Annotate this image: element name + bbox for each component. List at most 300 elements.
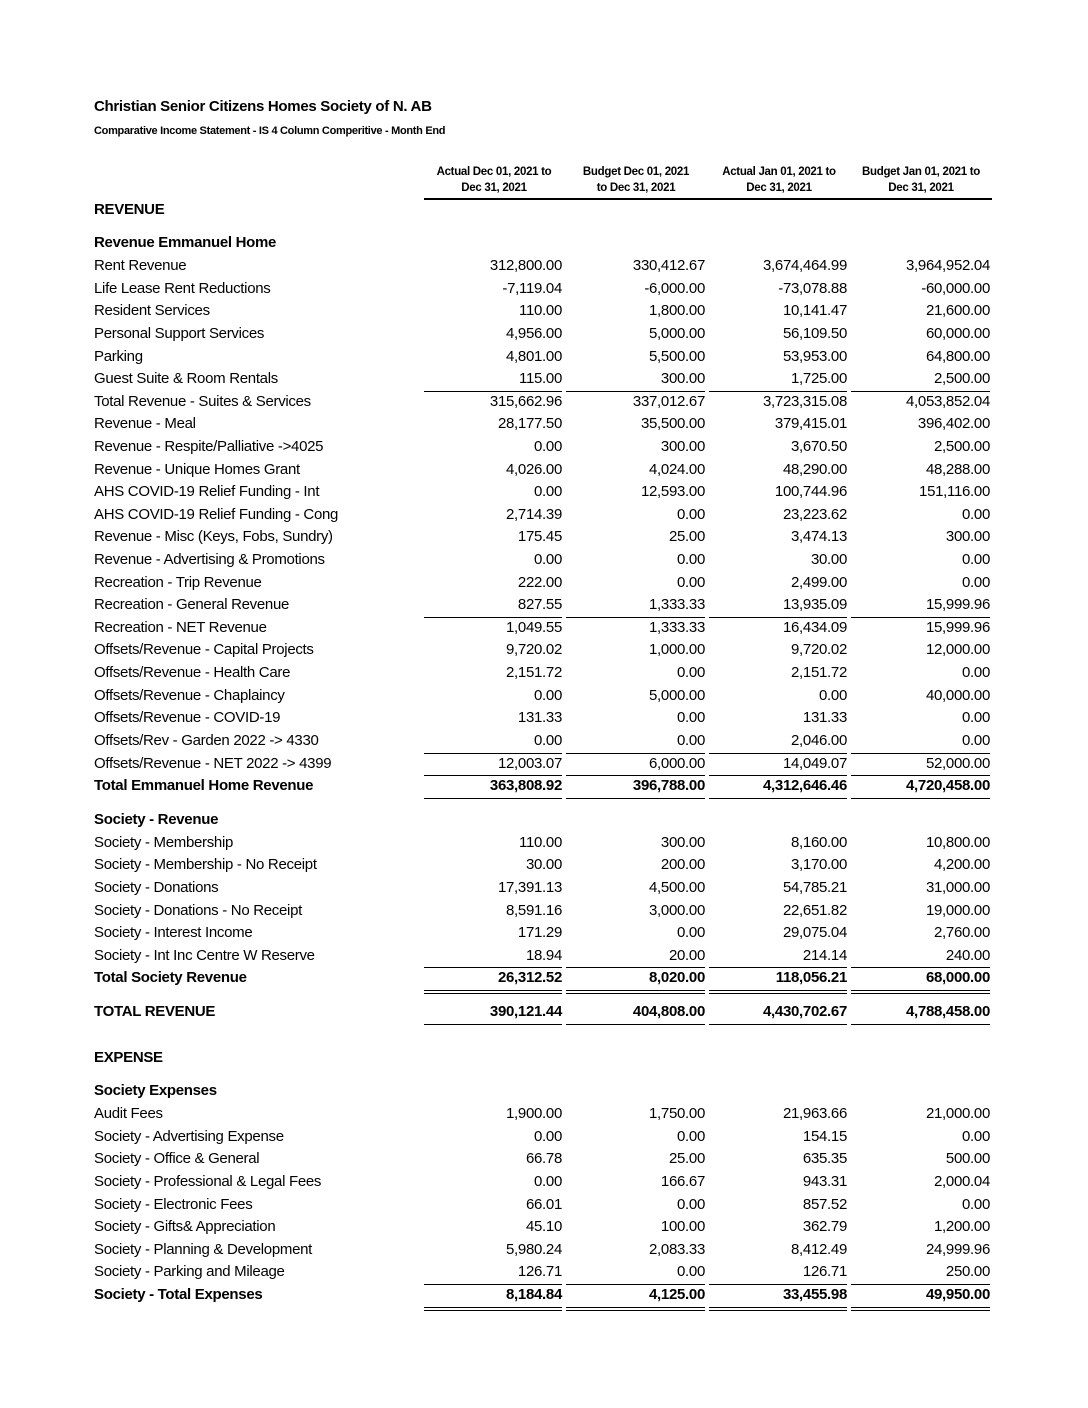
total-rule	[851, 990, 990, 991]
row-value: 0.00	[962, 709, 990, 726]
row-value: 3,170.00	[791, 856, 847, 873]
row-value: 5,000.00	[649, 687, 705, 704]
column-header-actual-month	[424, 164, 564, 196]
row-value: 4,956.00	[506, 325, 562, 342]
row-value: 20.00	[668, 947, 705, 964]
row-value: 19,000.00	[925, 902, 990, 919]
section-heading	[0, 201, 1088, 223]
row-value: 54,785.21	[782, 879, 847, 896]
row-value: 1,000.00	[649, 641, 705, 658]
row-label: Total Society Revenue	[94, 969, 247, 986]
table-row	[0, 641, 1088, 663]
row-value: 0.00	[677, 1128, 705, 1145]
row-label: Society - Revenue	[94, 811, 219, 828]
table-row	[0, 596, 1088, 618]
row-value: 48,290.00	[782, 461, 847, 478]
column-header-budget-ytd	[851, 164, 991, 196]
row-value: 6,000.00	[649, 755, 705, 772]
section-heading	[0, 1082, 1088, 1104]
total-rule	[709, 1307, 847, 1308]
row-label: Offsets/Rev - Garden 2022 -> 4330	[94, 732, 319, 749]
row-value: 0.00	[962, 506, 990, 523]
row-value: 8,412.49	[791, 1241, 847, 1258]
row-value: 12,003.07	[497, 755, 562, 772]
row-value: 171.29	[517, 924, 562, 941]
row-value: 379,415.01	[774, 415, 847, 432]
row-label: Recreation - General Revenue	[94, 596, 290, 613]
total-rule	[424, 967, 562, 968]
row-value: 404,808.00	[632, 1003, 705, 1020]
total-rule	[566, 1310, 705, 1311]
row-value: 28,177.50	[497, 415, 562, 432]
table-row	[0, 619, 1088, 641]
row-value: 337,012.67	[632, 393, 705, 410]
row-value: 4,430,702.67	[763, 1003, 847, 1020]
row-label: Offsets/Revenue - Health Care	[94, 664, 291, 681]
row-value: 4,125.00	[649, 1286, 705, 1303]
row-value: 4,720,458.00	[906, 777, 990, 794]
row-label: Total Emmanuel Home Revenue	[94, 777, 314, 794]
total-rule	[424, 798, 562, 799]
row-value: 0.00	[534, 1128, 562, 1145]
total-rule	[851, 617, 990, 618]
row-value: 25.00	[668, 1150, 705, 1167]
table-row	[0, 574, 1088, 596]
total-rule	[424, 1284, 562, 1285]
table-row	[0, 1263, 1088, 1285]
row-value: 15,999.96	[925, 619, 990, 636]
section-heading	[0, 1049, 1088, 1071]
row-label: Revenue - Meal	[94, 415, 196, 432]
row-value: 9,720.02	[791, 641, 847, 658]
row-value: 1,333.33	[649, 619, 705, 636]
row-value: 3,674,464.99	[763, 257, 847, 274]
table-row	[0, 438, 1088, 460]
row-label: Resident Services	[94, 302, 210, 319]
row-value: 151,116.00	[919, 483, 990, 500]
column-header-line: Dec 31, 2021	[746, 182, 812, 194]
total-rule	[424, 775, 562, 776]
row-label: Society - Parking and Mileage	[94, 1263, 285, 1280]
row-value: 35,500.00	[640, 415, 705, 432]
row-label: Revenue - Unique Homes Grant	[94, 461, 300, 478]
row-value: 52,000.00	[925, 755, 990, 772]
row-value: 110.00	[519, 834, 562, 851]
row-value: 45.10	[525, 1218, 562, 1235]
row-value: 154.15	[802, 1128, 847, 1145]
row-value: 2,714.39	[506, 506, 562, 523]
row-value: 0.00	[962, 574, 990, 591]
row-value: 222.00	[517, 574, 562, 591]
row-value: 0.00	[677, 1196, 705, 1213]
row-label: Recreation - Trip Revenue	[94, 574, 262, 591]
row-value: 24,999.96	[925, 1241, 990, 1258]
total-rule	[709, 391, 847, 392]
row-label: Society - Interest Income	[94, 924, 253, 941]
row-value: 115.00	[519, 370, 562, 387]
column-header-line: Dec 31, 2021	[461, 182, 527, 194]
row-label: AHS COVID-19 Relief Funding - Cong	[94, 506, 339, 523]
table-row	[0, 1218, 1088, 1240]
row-value: 396,788.00	[632, 777, 705, 794]
row-value: 64,800.00	[925, 348, 990, 365]
row-value: 3,474.13	[791, 528, 847, 545]
row-value: 0.00	[962, 1196, 990, 1213]
row-value: 0.00	[677, 506, 705, 523]
total-rule	[566, 391, 705, 392]
row-value: 0.00	[677, 574, 705, 591]
row-label: TOTAL REVENUE	[94, 1003, 216, 1020]
row-value: 2,000.04	[934, 1173, 990, 1190]
total-rule	[851, 1310, 990, 1311]
row-value: 131.33	[802, 709, 847, 726]
row-label: AHS COVID-19 Relief Funding - Int	[94, 483, 320, 500]
row-value: 5,000.00	[649, 325, 705, 342]
row-label: Offsets/Revenue - Capital Projects	[94, 641, 314, 658]
row-value: 8,591.16	[506, 902, 562, 919]
table-row	[0, 551, 1088, 573]
table-row	[0, 257, 1088, 279]
total-rule	[566, 990, 705, 991]
row-value: 362.79	[802, 1218, 847, 1235]
column-header-line: Budget Jan 01, 2021 to	[861, 166, 981, 178]
row-value: 1,725.00	[791, 370, 847, 387]
table-row	[0, 370, 1088, 392]
row-label: Revenue Emmanuel Home	[94, 234, 277, 251]
row-value: 3,723,315.08	[763, 393, 847, 410]
row-value: 166.67	[660, 1173, 705, 1190]
row-value: 0.00	[962, 1128, 990, 1145]
row-value: 30.00	[810, 551, 847, 568]
row-value: 25.00	[668, 528, 705, 545]
row-label: Revenue - Misc (Keys, Fobs, Sundry)	[94, 528, 333, 545]
row-label: Revenue - Advertising & Promotions	[94, 551, 325, 568]
total-rule	[424, 391, 562, 392]
total-rule	[424, 1307, 562, 1308]
total-rule	[709, 1310, 847, 1311]
row-value: 500.00	[945, 1150, 990, 1167]
row-value: 0.00	[534, 551, 562, 568]
row-value: 5,980.24	[506, 1241, 562, 1258]
total-row	[0, 1003, 1088, 1025]
row-label: Society - Total Expenses	[94, 1286, 263, 1303]
row-value: 13,935.09	[782, 596, 847, 613]
row-label: Life Lease Rent Reductions	[94, 280, 271, 297]
row-value: 300.00	[660, 834, 705, 851]
table-row	[0, 755, 1088, 777]
total-rule	[709, 753, 847, 754]
total-rule	[851, 1284, 990, 1285]
row-value: -60,000.00	[921, 280, 990, 297]
row-value: -7,119.04	[502, 280, 562, 297]
row-value: 4,053,852.04	[906, 393, 990, 410]
table-row	[0, 348, 1088, 370]
row-value: 1,333.33	[649, 596, 705, 613]
column-header-line: Actual Jan 01, 2021 to	[722, 166, 836, 178]
row-value: 300.00	[660, 438, 705, 455]
row-value: 3,000.00	[649, 902, 705, 919]
row-value: 2,083.33	[649, 1241, 705, 1258]
row-value: 8,184.84	[506, 1286, 562, 1303]
row-value: 0.00	[677, 732, 705, 749]
total-rule	[566, 1307, 705, 1308]
row-value: 300.00	[660, 370, 705, 387]
row-label: Society - Office & General	[94, 1150, 260, 1167]
total-rule	[709, 1024, 847, 1025]
total-rule	[851, 753, 990, 754]
row-value: 22,651.82	[782, 902, 847, 919]
row-value: 1,900.00	[506, 1105, 562, 1122]
total-rule	[424, 753, 562, 754]
table-row	[0, 1150, 1088, 1172]
row-value: 635.35	[802, 1150, 847, 1167]
row-value: 0.00	[962, 551, 990, 568]
total-rule	[566, 775, 705, 776]
row-value: 0.00	[534, 732, 562, 749]
row-value: 31,000.00	[925, 879, 990, 896]
row-value: 175.45	[517, 528, 562, 545]
total-rule	[709, 990, 847, 991]
row-value: 2,499.00	[791, 574, 847, 591]
row-value: 48,288.00	[925, 461, 990, 478]
total-row	[0, 777, 1088, 799]
section-heading	[0, 811, 1088, 833]
column-header-actual-ytd	[709, 164, 849, 196]
total-rule	[566, 753, 705, 754]
total-row	[0, 969, 1088, 991]
row-value: 1,800.00	[649, 302, 705, 319]
total-rule	[709, 775, 847, 776]
row-value: 17,391.13	[497, 879, 562, 896]
row-value: 21,600.00	[925, 302, 990, 319]
row-value: 21,000.00	[925, 1105, 990, 1122]
table-row	[0, 325, 1088, 347]
total-rule	[851, 775, 990, 776]
row-value: 2,760.00	[934, 924, 990, 941]
table-row	[0, 1128, 1088, 1150]
row-value: 10,800.00	[925, 834, 990, 851]
row-value: 0.00	[677, 551, 705, 568]
row-label: Personal Support Services	[94, 325, 265, 342]
row-value: 12,593.00	[640, 483, 705, 500]
row-value: 390,121.44	[489, 1003, 562, 1020]
row-value: 49,950.00	[925, 1286, 990, 1303]
table-row	[0, 461, 1088, 483]
table-row	[0, 879, 1088, 901]
row-label: Parking	[94, 348, 143, 365]
row-value: 60,000.00	[925, 325, 990, 342]
table-row	[0, 528, 1088, 550]
report-subtitle: Comparative Income Statement - IS 4 Column Comperitive - Month End	[94, 125, 446, 137]
row-value: 14,049.07	[782, 755, 847, 772]
row-label: EXPENSE	[94, 1049, 163, 1066]
table-row	[0, 1196, 1088, 1218]
row-value: 8,160.00	[791, 834, 847, 851]
row-value: 0.00	[534, 438, 562, 455]
row-value: 315,662.96	[489, 393, 562, 410]
row-value: 30.00	[525, 856, 562, 873]
column-header-line: Budget Dec 01, 2021	[582, 166, 690, 178]
row-value: 2,500.00	[934, 438, 990, 455]
row-value: 4,788,458.00	[906, 1003, 990, 1020]
row-value: 0.00	[962, 664, 990, 681]
row-value: 100,744.96	[774, 483, 847, 500]
row-label: Society - Planning & Development	[94, 1241, 313, 1258]
total-rule	[851, 798, 990, 799]
row-value: 2,500.00	[934, 370, 990, 387]
total-rule	[709, 967, 847, 968]
table-row	[0, 506, 1088, 528]
total-rule	[566, 1024, 705, 1025]
row-value: 8,020.00	[649, 969, 705, 986]
total-rule	[709, 798, 847, 799]
row-value: 200.00	[660, 856, 705, 873]
row-value: 4,312,646.46	[763, 777, 847, 794]
total-rule	[851, 391, 990, 392]
row-value: 2,151.72	[506, 664, 562, 681]
table-row	[0, 687, 1088, 709]
row-value: 396,402.00	[917, 415, 990, 432]
row-value: 363,808.92	[489, 777, 562, 794]
total-rule	[709, 993, 847, 994]
total-rule	[851, 1307, 990, 1308]
total-rule	[709, 617, 847, 618]
table-row	[0, 483, 1088, 505]
table-row	[0, 709, 1088, 731]
row-value: 26,312.52	[497, 969, 562, 986]
total-rule	[709, 1284, 847, 1285]
row-value: 4,026.00	[506, 461, 562, 478]
row-label: Revenue - Respite/Palliative ->4025	[94, 438, 324, 455]
column-header-budget-month	[566, 164, 706, 196]
table-row	[0, 1173, 1088, 1195]
row-value: 2,046.00	[791, 732, 847, 749]
row-value: 118,056.21	[775, 969, 847, 986]
row-value: 126.71	[802, 1263, 847, 1280]
row-label: Total Revenue - Suites & Services	[94, 393, 311, 410]
header-rule	[424, 198, 992, 200]
total-rule	[424, 990, 562, 991]
row-value: -6,000.00	[644, 280, 705, 297]
row-value: 4,500.00	[649, 879, 705, 896]
row-value: 5,500.00	[649, 348, 705, 365]
row-value: 0.00	[534, 483, 562, 500]
row-value: 0.00	[962, 732, 990, 749]
total-row	[0, 1286, 1088, 1308]
column-header-line: Dec 31, 2021	[888, 182, 954, 194]
row-value: 1,049.55	[506, 619, 562, 636]
row-value: 4,200.00	[934, 856, 990, 873]
row-value: 300.00	[945, 528, 990, 545]
row-value: 15,999.96	[925, 596, 990, 613]
row-value: 3,670.50	[791, 438, 847, 455]
row-value: 214.14	[802, 947, 847, 964]
row-value: 10,141.47	[782, 302, 847, 319]
table-row	[0, 902, 1088, 924]
total-rule	[566, 617, 705, 618]
table-row	[0, 1105, 1088, 1127]
row-value: 943.31	[802, 1173, 847, 1190]
row-value: 250.00	[945, 1263, 990, 1280]
table-row	[0, 280, 1088, 302]
row-value: 126.71	[517, 1263, 562, 1280]
row-value: 131.33	[517, 709, 562, 726]
row-value: 0.00	[677, 709, 705, 726]
row-label: Guest Suite & Room Rentals	[94, 370, 278, 387]
total-rule	[424, 1310, 562, 1311]
row-value: 0.00	[677, 664, 705, 681]
table-row	[0, 664, 1088, 686]
row-label: Society - Membership	[94, 834, 234, 851]
row-label: Audit Fees	[94, 1105, 163, 1122]
row-label: Society - Professional & Legal Fees	[94, 1173, 322, 1190]
row-label: Rent Revenue	[94, 257, 187, 274]
row-label: Society - Int Inc Centre W Reserve	[94, 947, 315, 964]
row-value: 0.00	[534, 687, 562, 704]
row-label: Society - Gifts& Appreciation	[94, 1218, 276, 1235]
table-row	[0, 834, 1088, 856]
row-label: Society - Donations - No Receipt	[94, 902, 302, 919]
row-value: 68,000.00	[925, 969, 990, 986]
row-value: 110.00	[519, 302, 562, 319]
row-value: 33,455.98	[782, 1286, 847, 1303]
row-value: 312,800.00	[489, 257, 562, 274]
total-rule	[566, 993, 705, 994]
row-value: 0.00	[819, 687, 847, 704]
total-rule	[566, 967, 705, 968]
table-row	[0, 732, 1088, 754]
row-value: 240.00	[945, 947, 990, 964]
total-rule	[424, 993, 562, 994]
row-value: 56,109.50	[782, 325, 847, 342]
row-label: Society - Donations	[94, 879, 219, 896]
row-value: 827.55	[517, 596, 562, 613]
column-header-line: to Dec 31, 2021	[596, 182, 676, 194]
row-value: 66.78	[525, 1150, 562, 1167]
row-value: 23,223.62	[782, 506, 847, 523]
section-heading	[0, 234, 1088, 256]
row-value: 29,075.04	[782, 924, 847, 941]
row-value: 0.00	[677, 1263, 705, 1280]
row-value: 66.01	[525, 1196, 562, 1213]
total-rule	[424, 1024, 562, 1025]
row-value: 2,151.72	[791, 664, 847, 681]
row-value: 0.00	[677, 924, 705, 941]
row-label: Recreation - NET Revenue	[94, 619, 267, 636]
table-row	[0, 302, 1088, 324]
row-label: Society - Advertising Expense	[94, 1128, 284, 1145]
row-value: 21,963.66	[782, 1105, 847, 1122]
row-label: Society - Electronic Fees	[94, 1196, 253, 1213]
row-label: Society Expenses	[94, 1082, 217, 1099]
column-header-line: Actual Dec 01, 2021 to	[436, 166, 552, 178]
total-rule	[851, 993, 990, 994]
row-value: 1,750.00	[649, 1105, 705, 1122]
row-value: 4,801.00	[506, 348, 562, 365]
row-value: 9,720.02	[506, 641, 562, 658]
row-value: 857.52	[802, 1196, 847, 1213]
row-label: Society - Membership - No Receipt	[94, 856, 317, 873]
row-label: Offsets/Revenue - NET 2022 -> 4399	[94, 755, 332, 772]
row-value: 330,412.67	[632, 257, 705, 274]
row-label: REVENUE	[94, 201, 165, 218]
row-value: 18.94	[525, 947, 562, 964]
row-value: 4,024.00	[649, 461, 705, 478]
total-rule	[566, 1284, 705, 1285]
table-row	[0, 415, 1088, 437]
row-label: Offsets/Revenue - Chaplaincy	[94, 687, 285, 704]
total-rule	[424, 617, 562, 618]
